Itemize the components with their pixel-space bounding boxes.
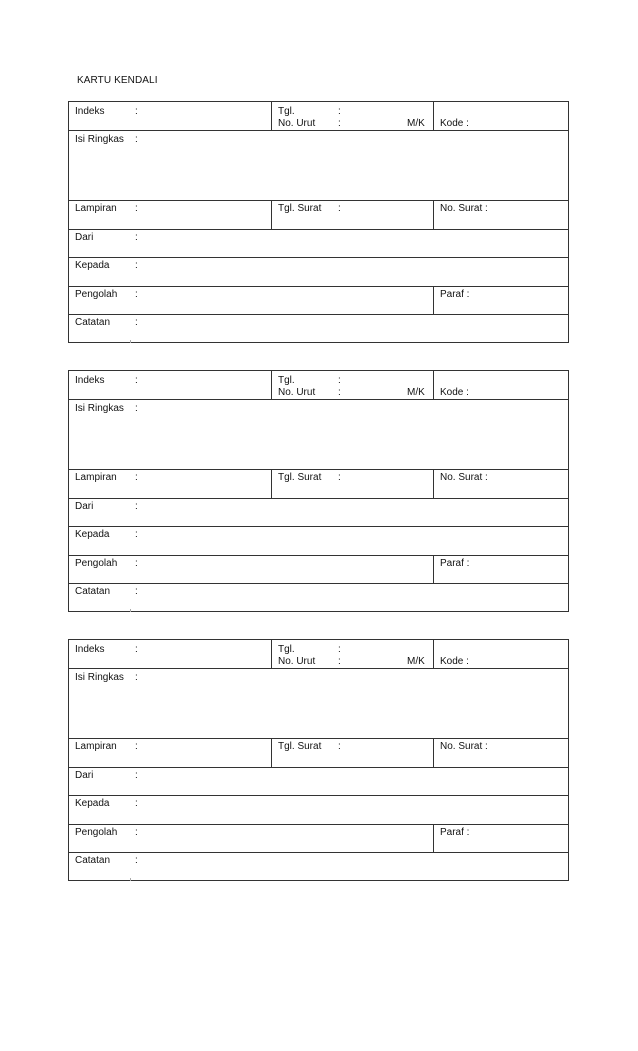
label-kepada: Kepada	[75, 529, 110, 540]
row-divider	[69, 583, 568, 584]
label-indeks: Indeks	[75, 106, 105, 117]
column-divider	[433, 286, 434, 314]
colon: :	[135, 289, 138, 300]
label-tgl-surat: Tgl. Surat	[278, 203, 322, 214]
column-divider	[433, 640, 434, 668]
label-mk: M/K	[407, 656, 425, 667]
label-no-urut: No. Urut	[278, 118, 316, 129]
row-divider	[69, 668, 568, 669]
row-divider	[69, 498, 568, 499]
colon: :	[135, 403, 138, 414]
colon: :	[135, 672, 138, 683]
colon: :	[135, 798, 138, 809]
column-divider	[271, 469, 272, 498]
row-divider	[69, 469, 568, 470]
row-divider	[69, 229, 568, 230]
colon: :	[338, 472, 341, 483]
label-kepada: Kepada	[75, 798, 110, 809]
label-isi-ringkas: Isi Ringkas	[75, 672, 124, 683]
row-divider	[69, 852, 568, 853]
row-divider	[69, 200, 568, 201]
row-divider	[69, 738, 568, 739]
colon: :	[338, 656, 341, 667]
label-no-surat: No. Surat :	[440, 203, 488, 214]
label-mk: M/K	[407, 387, 425, 398]
column-divider	[271, 738, 272, 767]
margin-mark	[130, 340, 131, 343]
label-kepada: Kepada	[75, 260, 110, 271]
label-pengolah: Pengolah	[75, 558, 118, 569]
colon: :	[135, 501, 138, 512]
colon: :	[135, 558, 138, 569]
column-divider	[433, 738, 434, 767]
label-catatan: Catatan	[75, 317, 111, 328]
label-paraf: Paraf :	[440, 289, 470, 300]
label-tgl-surat: Tgl. Surat	[278, 741, 322, 752]
row-divider	[69, 824, 568, 825]
row-divider	[69, 286, 568, 287]
label-no-urut: No. Urut	[278, 387, 316, 398]
label-lampiran: Lampiran	[75, 203, 117, 214]
label-indeks: Indeks	[75, 375, 105, 386]
column-divider	[271, 102, 272, 130]
row-divider	[69, 555, 568, 556]
colon: :	[135, 586, 138, 597]
row-divider	[69, 257, 568, 258]
colon: :	[338, 387, 341, 398]
label-lampiran: Lampiran	[75, 741, 117, 752]
kartu-kendali-2	[68, 370, 569, 612]
label-catatan: Catatan	[75, 586, 111, 597]
colon: :	[135, 827, 138, 838]
row-divider	[69, 130, 568, 131]
margin-mark	[130, 609, 131, 612]
colon: :	[135, 203, 138, 214]
margin-mark	[130, 878, 131, 881]
colon: :	[135, 260, 138, 271]
column-divider	[271, 200, 272, 229]
colon: :	[338, 203, 341, 214]
colon: :	[135, 855, 138, 866]
label-pengolah: Pengolah	[75, 289, 118, 300]
label-isi-ringkas: Isi Ringkas	[75, 403, 124, 414]
colon: :	[135, 770, 138, 781]
colon: :	[135, 375, 138, 386]
page-title: KARTU KENDALI	[77, 75, 158, 86]
label-kode: Kode :	[440, 387, 469, 398]
column-divider	[271, 371, 272, 399]
label-tgl: Tgl.	[278, 106, 295, 117]
colon: :	[338, 644, 341, 655]
label-dari: Dari	[75, 232, 94, 243]
label-paraf: Paraf :	[440, 558, 470, 569]
colon: :	[135, 741, 138, 752]
column-divider	[433, 824, 434, 852]
label-catatan: Catatan	[75, 855, 111, 866]
label-kode: Kode :	[440, 656, 469, 667]
label-pengolah: Pengolah	[75, 827, 118, 838]
label-dari: Dari	[75, 501, 94, 512]
colon: :	[135, 106, 138, 117]
colon: :	[338, 106, 341, 117]
column-divider	[433, 371, 434, 399]
row-divider	[69, 767, 568, 768]
colon: :	[135, 644, 138, 655]
row-divider	[69, 314, 568, 315]
colon: :	[135, 317, 138, 328]
label-tgl: Tgl.	[278, 375, 295, 386]
label-dari: Dari	[75, 770, 94, 781]
kartu-kendali-1	[68, 101, 569, 343]
label-indeks: Indeks	[75, 644, 105, 655]
colon: :	[338, 118, 341, 129]
colon: :	[135, 232, 138, 243]
label-no-surat: No. Surat :	[440, 741, 488, 752]
label-tgl: Tgl.	[278, 644, 295, 655]
label-lampiran: Lampiran	[75, 472, 117, 483]
column-divider	[271, 640, 272, 668]
column-divider	[433, 469, 434, 498]
label-no-urut: No. Urut	[278, 656, 316, 667]
label-isi-ringkas: Isi Ringkas	[75, 134, 124, 145]
column-divider	[433, 102, 434, 130]
row-divider	[69, 399, 568, 400]
label-paraf: Paraf :	[440, 827, 470, 838]
kartu-kendali-3	[68, 639, 569, 881]
label-kode: Kode :	[440, 118, 469, 129]
colon: :	[338, 741, 341, 752]
row-divider	[69, 795, 568, 796]
colon: :	[338, 375, 341, 386]
row-divider	[69, 526, 568, 527]
label-mk: M/K	[407, 118, 425, 129]
label-tgl-surat: Tgl. Surat	[278, 472, 322, 483]
colon: :	[135, 472, 138, 483]
colon: :	[135, 529, 138, 540]
column-divider	[433, 200, 434, 229]
column-divider	[433, 555, 434, 583]
label-no-surat: No. Surat :	[440, 472, 488, 483]
colon: :	[135, 134, 138, 145]
